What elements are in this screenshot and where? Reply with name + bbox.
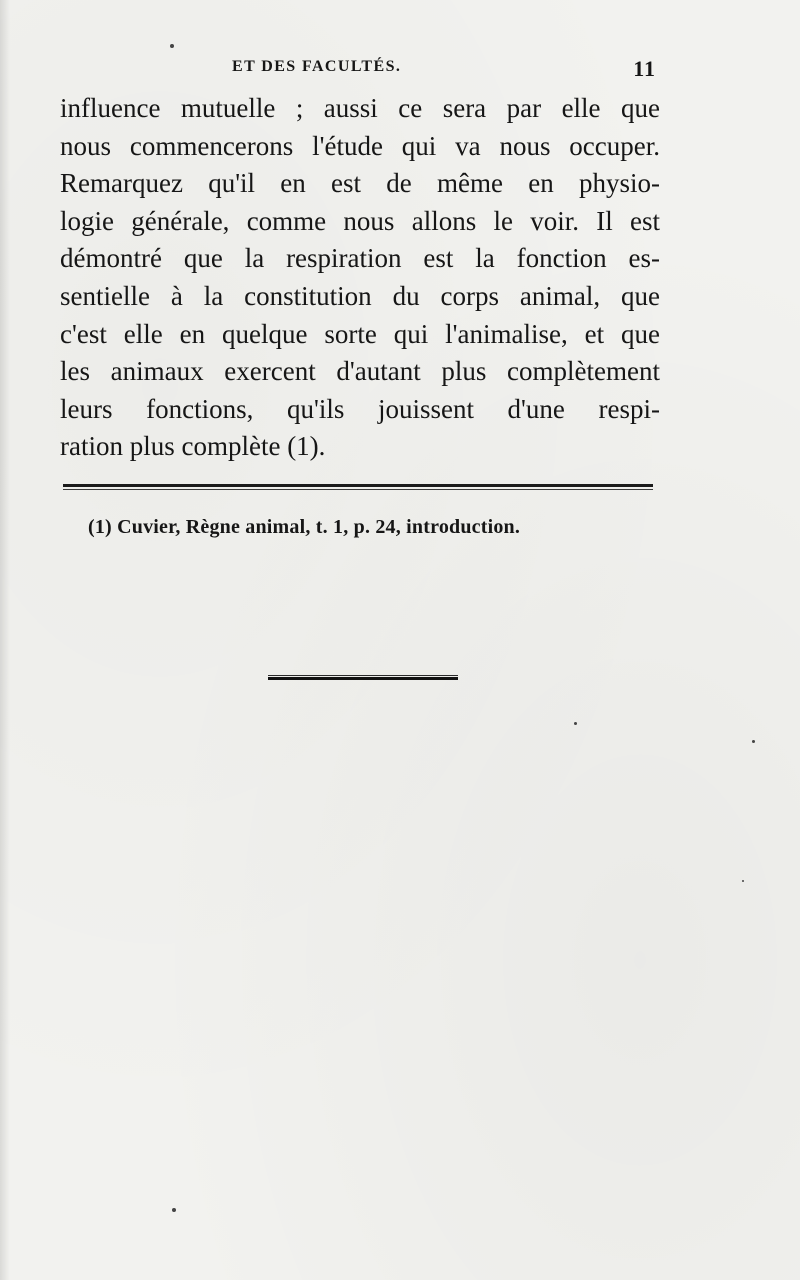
text-line: les animaux exercent d'autant plus complètement (60, 356, 660, 387)
paper-speck (574, 722, 577, 725)
page-number: 11 (633, 56, 656, 81)
body-text (60, 90, 660, 466)
text-line: logie générale, comme nous allons le voir. Il est (60, 205, 660, 236)
text-line: démontré que la respiration est la fonction es- (60, 243, 660, 274)
page-header (60, 58, 656, 84)
paper-speck (752, 740, 755, 743)
text-line: Remarquez qu'il en est de même en physio- (60, 168, 660, 199)
text-line: c'est elle en quelque sorte qui l'animalise, et que (60, 318, 660, 349)
text-line: ration plus complète (1). (60, 431, 326, 462)
text-line: influence mutuelle ; aussi ce sera par elle que (60, 93, 660, 123)
running-head: ET DES FACULTÉS. (232, 58, 402, 75)
page-gutter-shadow (0, 0, 10, 1280)
text-line: sentielle à la constitution du corps animal, que (60, 280, 660, 311)
section-end-rule (268, 675, 458, 681)
footnote: (1) Cuvier, Règne animal, t. 1, p. 24, introduction. (88, 516, 521, 538)
paper-speck (172, 1208, 176, 1212)
paper-speck (170, 44, 174, 48)
footnote-separator-rule (63, 484, 653, 490)
text-line: leurs fonctions, qu'ils jouissent d'une respi- (60, 393, 660, 424)
paper-speck (742, 880, 744, 882)
text-line: nous commencerons l'étude qui va nous occuper. (60, 130, 660, 161)
